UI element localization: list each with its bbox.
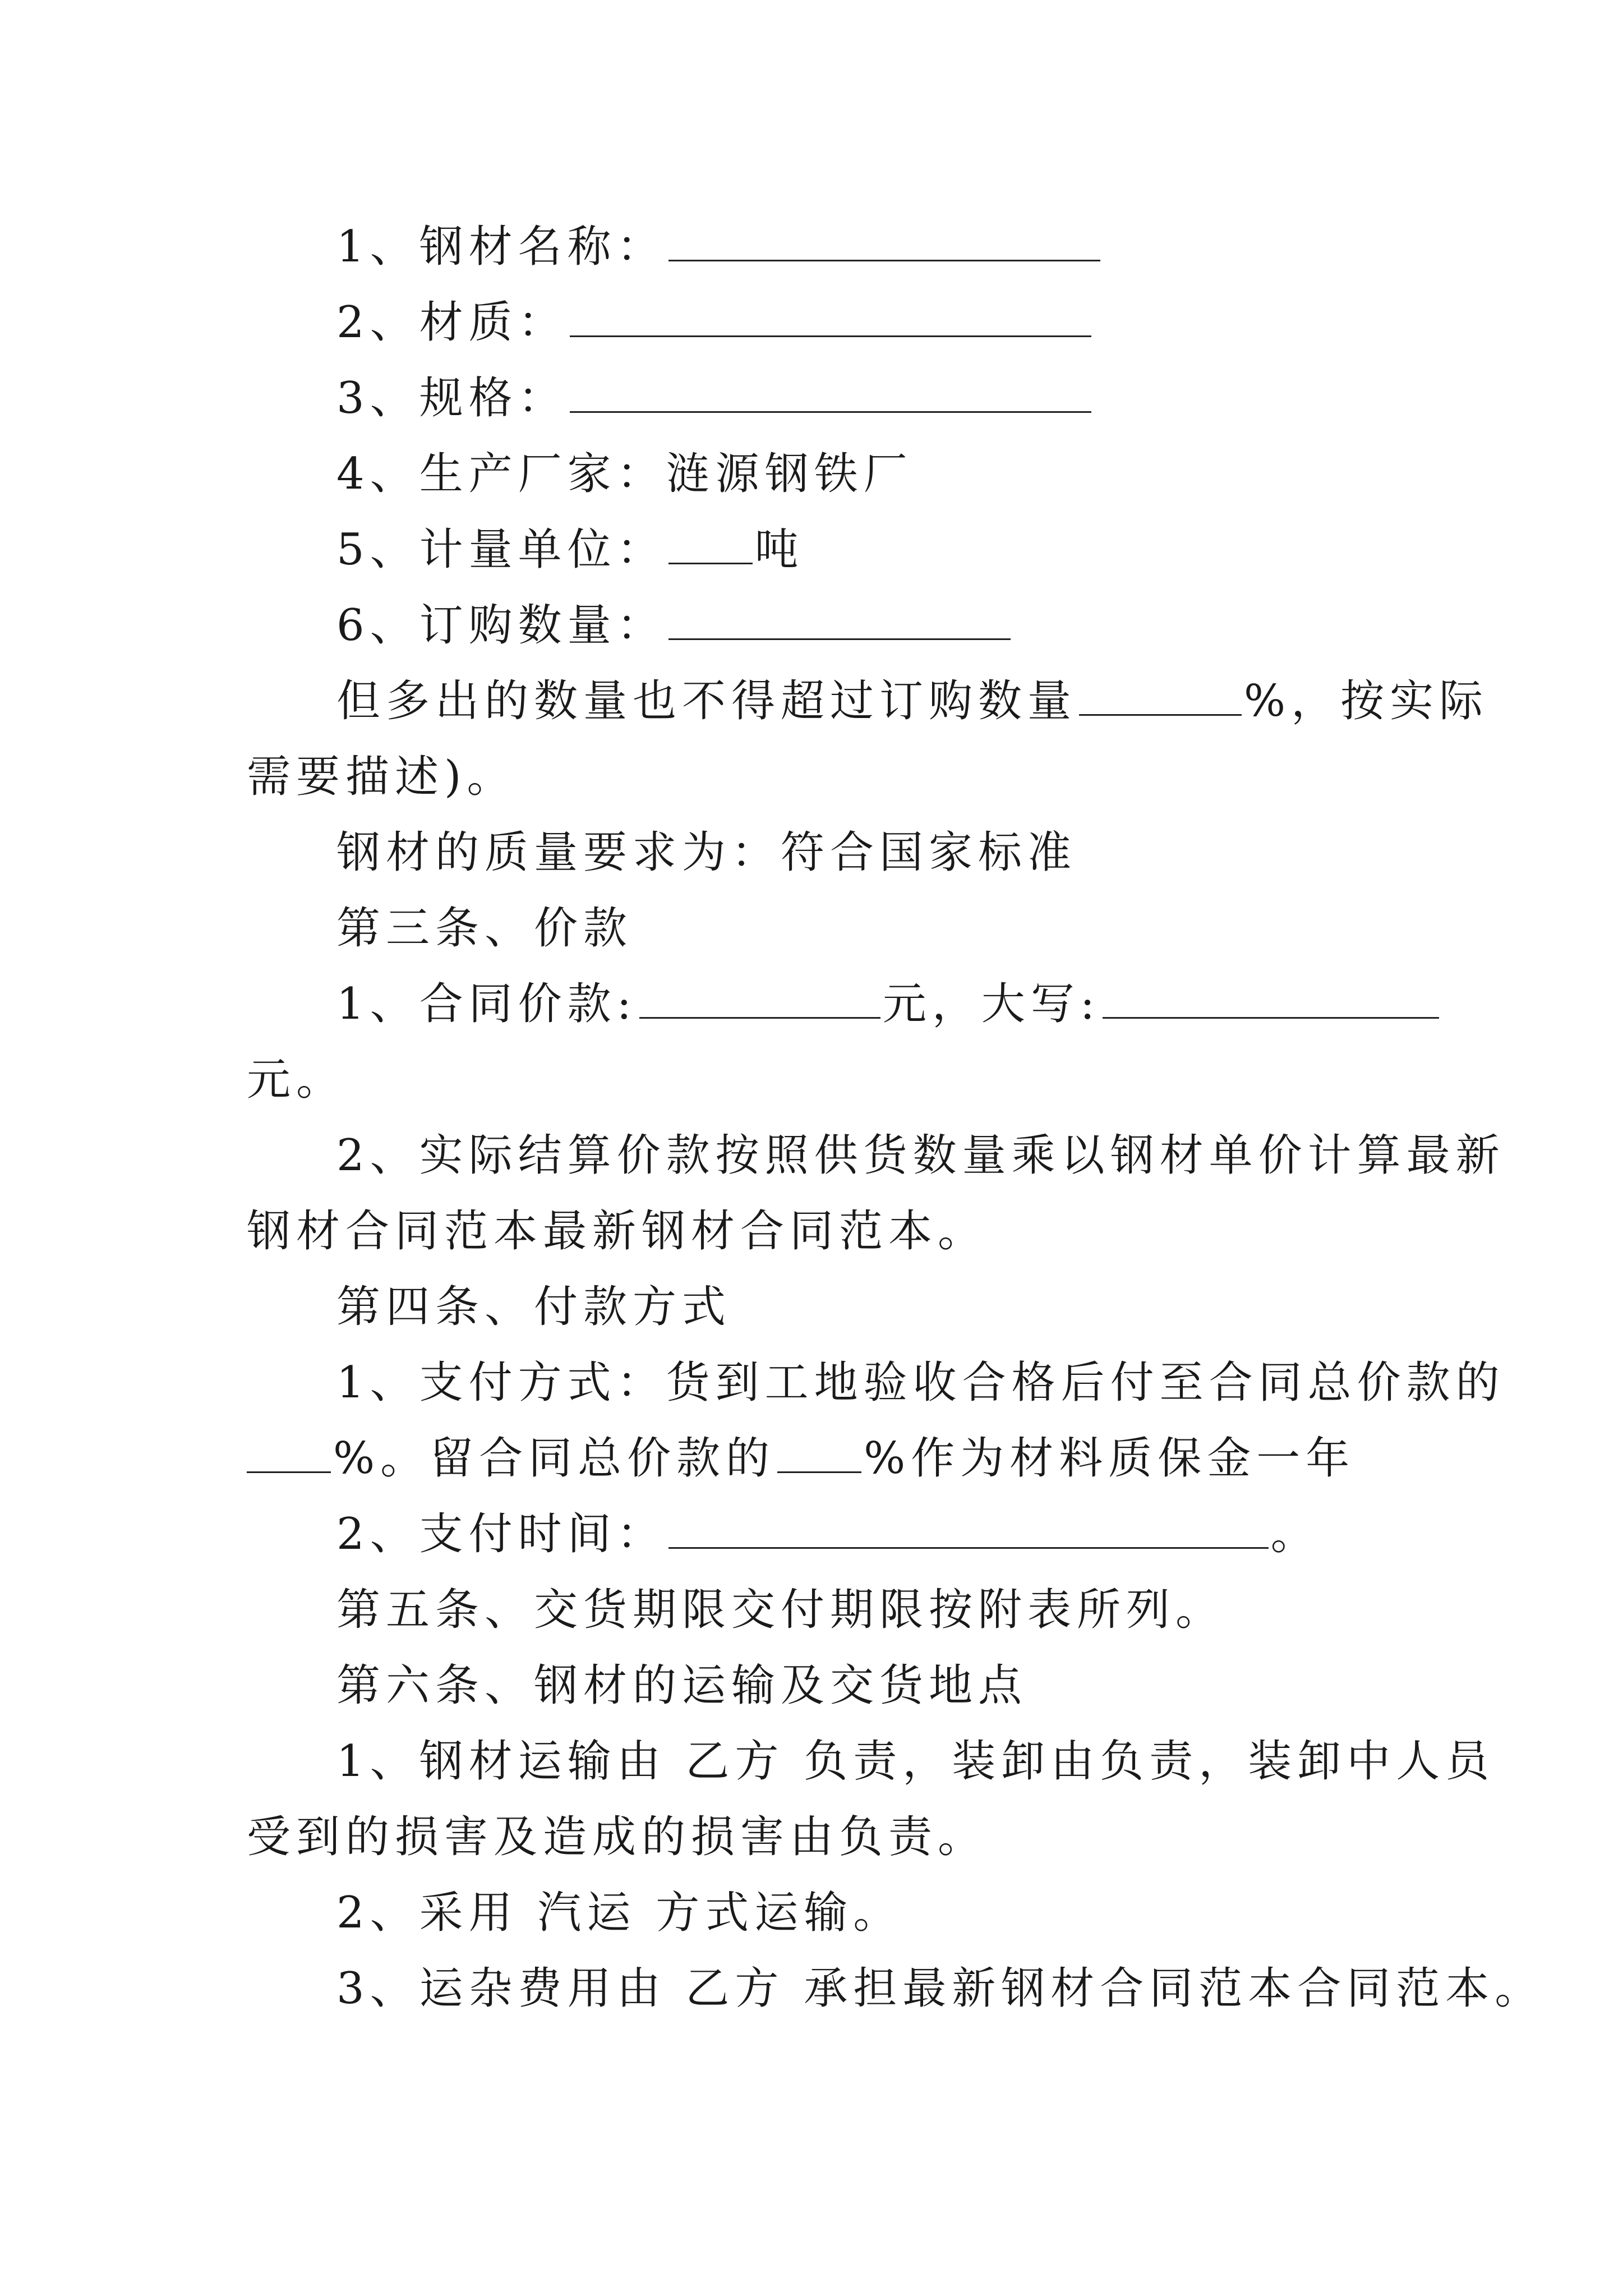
payment-method-line [336, 1355, 1505, 1411]
item-quantity [336, 597, 1013, 654]
item-quantity-label: 6、订购数量： [336, 600, 666, 651]
freight-cost-line [336, 1961, 1544, 2017]
transport-mode-text: 2、采用 汽运 方式运输。 [336, 1888, 903, 1938]
spec-blank [570, 372, 1091, 413]
payment-time-blank [668, 1508, 1269, 1549]
excess-quantity-text-b: %，按实际 [1244, 676, 1489, 726]
payment-time-line [336, 1506, 1320, 1562]
contract-price-line [336, 976, 1441, 1032]
item-unit-label: 5、计量单位： [336, 524, 666, 575]
contract-price-blank [639, 978, 880, 1019]
material-blank [570, 296, 1091, 337]
item-steel-name [336, 219, 1103, 275]
retention-percent-blank [777, 1432, 861, 1473]
article-6-title: 第六条、钢材的运输及交货地点 [336, 1660, 1028, 1711]
payment-method-text: 1、支付方式：货到工地验收合格后付至合同总价款的 [336, 1358, 1505, 1408]
item-spec [336, 370, 1094, 426]
item-unit [336, 522, 804, 578]
quantity-blank [668, 599, 1011, 640]
excess-percent-blank [1079, 675, 1242, 716]
excess-quantity-line [336, 673, 1488, 729]
excess-quantity-text-a: 但多出的数量也不得超过订购数量 [336, 676, 1077, 726]
payment-time-end: 。 [1270, 1509, 1320, 1559]
transport-text-a: 1、钢材运输由 乙方 负责，装卸由负责，装卸中人员 [336, 1736, 1495, 1787]
excess-quantity-text-c: 需要描述)。 [247, 752, 517, 802]
excess-quantity-continuation [247, 749, 516, 805]
item-manufacturer [336, 446, 913, 502]
payment-time-label: 2、支付时间： [336, 1509, 666, 1559]
article-4-heading [336, 1279, 731, 1335]
contract-price-capital-label: 元，大写: [882, 979, 1101, 1029]
settlement-continuation [247, 1203, 987, 1259]
item-steel-name-label: 1、钢材名称： [336, 222, 666, 272]
settlement-line [336, 1128, 1505, 1184]
retention-text-a: %。留合同总价款的 [333, 1433, 776, 1484]
article-3-heading [336, 900, 633, 956]
transport-line [336, 1733, 1495, 1789]
settlement-text-b: 钢材合同范本最新钢材合同范本。 [247, 1206, 988, 1257]
retention-text-b: %作为材料质保金一年 [864, 1433, 1355, 1484]
article-5-line [336, 1582, 1225, 1638]
transport-text-b: 受到的损害及造成的损害由负责。 [247, 1812, 988, 1862]
steel-name-blank [668, 220, 1100, 261]
transport-mode-line [336, 1885, 902, 1941]
contract-price-label: 1、合同价款: [336, 979, 637, 1029]
quality-requirement [336, 825, 1077, 881]
item-material-label: 2、材质： [336, 297, 568, 348]
transport-continuation [247, 1809, 987, 1865]
payment-method-continuation [247, 1430, 1355, 1487]
freight-cost-text: 3、运杂费用由 乙方 承担最新钢材合同范本合同范本。 [336, 1963, 1544, 2014]
article-3-title: 第三条、价款 [336, 903, 633, 954]
item-unit-suffix: 吨 [754, 524, 804, 575]
article-4-title: 第四条、付款方式 [336, 1282, 732, 1332]
settlement-text-a: 2、实际结算价款按照供货数量乘以钢材单价计算最新 [336, 1130, 1505, 1181]
item-material [336, 295, 1094, 351]
item-manufacturer-text: 4、生产厂家：涟源钢铁厂 [336, 449, 913, 499]
contract-price-unit: 元。 [247, 1055, 346, 1105]
payment-percent-blank [247, 1432, 331, 1473]
article-5-text: 第五条、交货期限交付期限按附表所列。 [336, 1585, 1225, 1635]
item-spec-label: 3、规格： [336, 373, 568, 424]
contract-price-capital-blank [1103, 978, 1439, 1019]
unit-blank [668, 523, 753, 564]
article-6-heading [336, 1658, 1027, 1714]
contract-price-continuation [247, 1052, 345, 1108]
quality-requirement-text: 钢材的质量要求为：符合国家标准 [336, 827, 1077, 878]
